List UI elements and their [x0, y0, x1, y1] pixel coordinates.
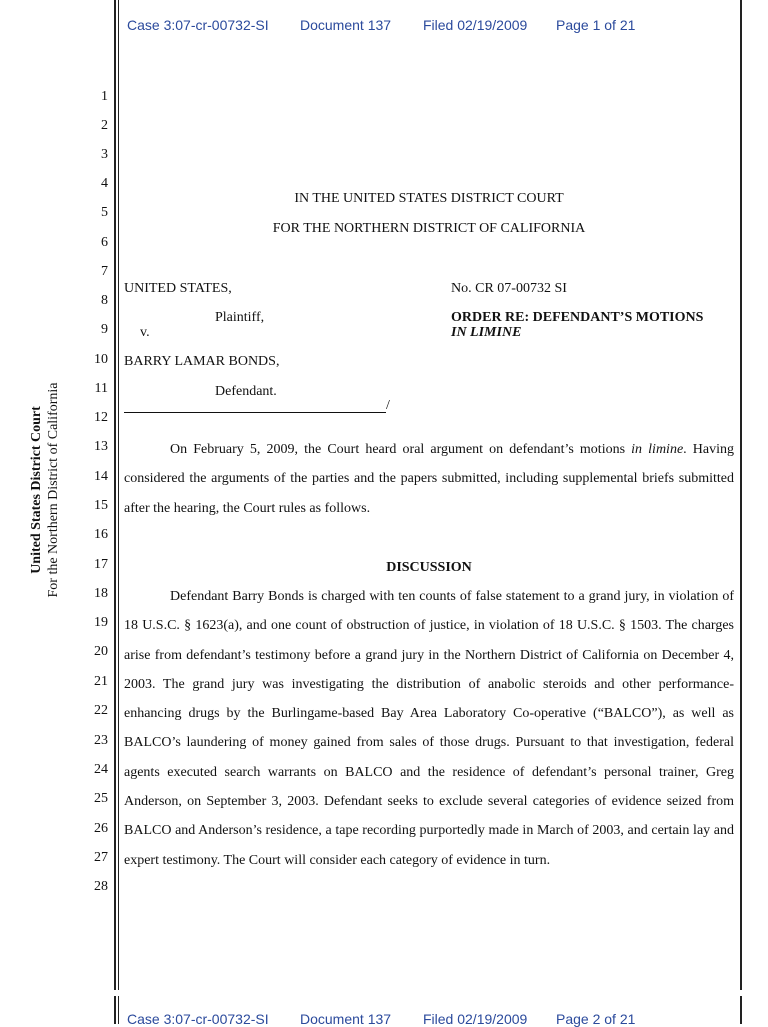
line-number: 21	[94, 674, 108, 689]
court-title-line-1: IN THE UNITED STATES DISTRICT COURT	[294, 191, 564, 206]
plaintiff-role: Plaintiff,	[215, 310, 265, 325]
defendant-name: BARRY LAMAR BONDS,	[124, 354, 280, 369]
caption-slash: /	[386, 398, 390, 413]
line-number: 14	[94, 469, 108, 484]
section-heading: DISCUSSION	[386, 560, 472, 575]
left-margin-rule	[114, 0, 116, 990]
header-filed-date: Filed 02/19/2009	[423, 17, 528, 33]
line-number: 18	[94, 586, 108, 601]
line-number: 8	[101, 293, 108, 308]
intro-text: On February 5, 2009, the Court heard oral argument on defendant’s motions	[170, 442, 632, 457]
next-page-left-rule-inner	[118, 996, 119, 1024]
header-case-number: Case 3:07-cr-00732-SI	[127, 1011, 269, 1027]
header-page-count: Page 2 of 21	[556, 1011, 636, 1027]
line-number: 15	[94, 498, 108, 513]
line-number: 1	[101, 89, 108, 104]
order-title: ORDER RE: DEFENDANT’S MOTIONS	[451, 310, 704, 325]
defendant-role: Defendant.	[215, 384, 277, 399]
right-margin-rule	[740, 0, 742, 990]
header-page-count: Page 1 of 21	[556, 17, 636, 33]
line-number: 27	[94, 850, 108, 865]
order-title-italic: IN LIMINE	[451, 325, 522, 340]
line-number: 6	[101, 235, 108, 250]
line-number: 9	[101, 322, 108, 337]
line-number: 24	[94, 762, 108, 777]
line-number: 10	[94, 352, 108, 367]
line-number: 25	[94, 791, 108, 806]
line-number: 16	[94, 527, 108, 542]
header-filed-date: Filed 02/19/2009	[423, 1011, 528, 1027]
line-number: 17	[94, 557, 108, 572]
header-case-number: Case 3:07-cr-00732-SI	[127, 17, 269, 33]
line-number: 4	[101, 176, 108, 191]
plaintiff-name: UNITED STATES,	[124, 281, 232, 296]
next-page-left-rule	[114, 996, 116, 1024]
line-number: 28	[94, 879, 108, 894]
intro-paragraph	[124, 435, 734, 523]
versus: v.	[140, 325, 150, 340]
left-margin-rule-inner	[118, 0, 119, 990]
sidebar-district-name: For the Northern District of California	[46, 382, 61, 598]
line-number: 7	[101, 264, 108, 279]
next-page-right-rule	[740, 996, 742, 1024]
intro-text-cont: . Having considered the arguments of the parties and the papers submitted, including supplemental briefs submitted after the hearing, the Court rules as follows.	[124, 442, 734, 516]
line-number: 20	[94, 644, 108, 659]
case-number: No. CR 07-00732 SI	[451, 281, 567, 296]
discussion-paragraph	[124, 582, 734, 875]
court-title-line-2: FOR THE NORTHERN DISTRICT OF CALIFORNIA	[272, 221, 586, 236]
header-document-number: Document 137	[300, 1011, 392, 1027]
line-number: 2	[101, 118, 108, 133]
header-document-number: Document 137	[300, 17, 392, 33]
intro-italic: in limine	[631, 442, 684, 457]
caption-rule	[124, 412, 386, 413]
line-number: 5	[101, 205, 108, 220]
line-number: 12	[94, 410, 108, 425]
line-number: 23	[94, 733, 108, 748]
line-number: 13	[94, 439, 108, 454]
line-number: 3	[101, 147, 108, 162]
line-number: 19	[94, 615, 108, 630]
sidebar-court-name: United States District Court	[29, 406, 44, 574]
line-number: 11	[94, 381, 108, 396]
line-number: 26	[94, 821, 108, 836]
line-number: 22	[94, 703, 108, 718]
discussion-text: Defendant Barry Bonds is charged with ten counts of false statement to a grand jury, in violation of 18 U.S.C. § 1623(a), and one count of obstruction of justice, in violation of 18 U.S.C. § 1503. The charges arise from defendant’s testimony before a grand jury in the Northern District of California on December 4, 2003. The grand jury was investigating the distribution of anabolic steroids and other performance-enhancing drugs by the Burlingame-based Bay Area Laboratory Co-operative (“BALCO”), as well as BALCO’s laundering of money gained from sales of those drugs. Pursuant to that investigation, federal agents executed search warrants on BALCO and the residence of defendant’s personal trainer, Greg Anderson, on September 3, 2003. Defendant seeks to exclude several categories of evidence seized from BALCO and Anderson’s residence, a tape recording purportedly made in March of 2003, and certain lay and expert testimony. The Court will consider each category of evidence in turn.	[124, 589, 734, 868]
